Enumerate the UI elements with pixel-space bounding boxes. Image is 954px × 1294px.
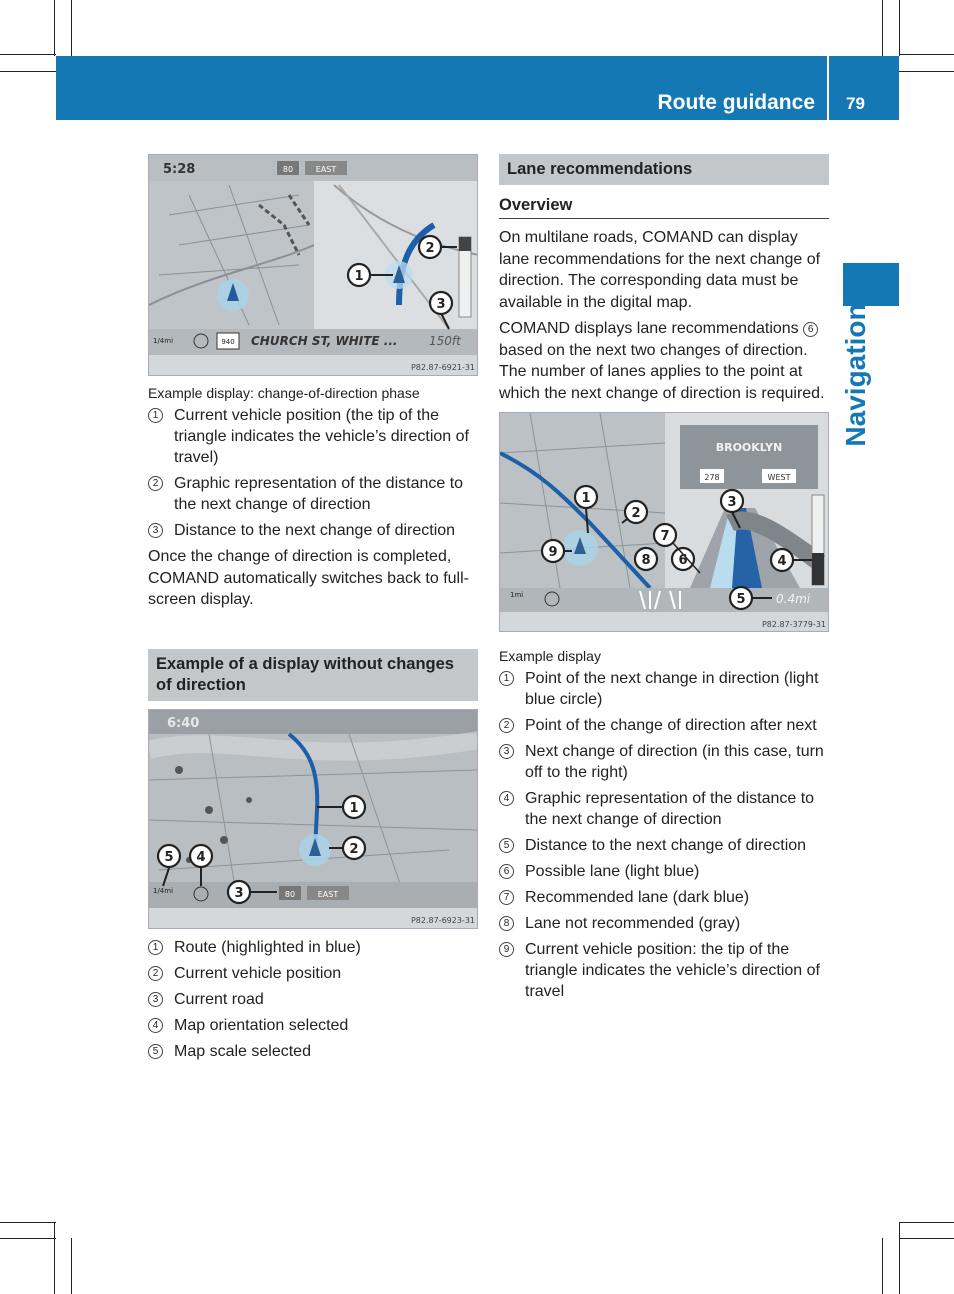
screen-time: 6:40 (167, 715, 200, 731)
road-shield: 940 (221, 338, 235, 346)
section-title: Route guidance (657, 91, 815, 114)
figure-ref: P82.87-3779-31 (761, 620, 826, 629)
sign-destination: BROOKLYN (715, 441, 783, 454)
crop-mark (899, 71, 954, 72)
svg-text:2: 2 (349, 841, 359, 857)
map-illustration (500, 413, 829, 632)
crop-mark (882, 1238, 883, 1294)
figure-caption: Example display (499, 648, 601, 664)
list-item: 2 Current vehicle position (148, 963, 478, 984)
list-item: 4 Graphic representation of the distance to the next change of direction (499, 788, 829, 830)
figure-lane-recommendations (499, 412, 829, 632)
list-item: 3 Current road (148, 989, 478, 1010)
crop-mark (0, 1238, 56, 1239)
crop-mark (54, 1222, 55, 1294)
list-item: 9 Current vehicle position: the tip of the triangle indicates the vehicle’s direction of travel (499, 939, 829, 1002)
svg-text:6: 6 (678, 553, 688, 568)
header-divider (827, 56, 829, 120)
map-scale: 1mi (510, 591, 524, 599)
crop-mark (899, 54, 954, 55)
chapter-label-text: Navigation (840, 303, 871, 447)
svg-text:4: 4 (777, 554, 787, 569)
svg-text:1: 1 (354, 269, 364, 284)
body-paragraph: Once the change of direction is completed, COMAND automatically switches back to full-screen display. (148, 548, 469, 608)
left-column (148, 154, 478, 1067)
map-illustration (149, 710, 478, 929)
section-heading: Lane recommendations (499, 154, 829, 185)
list-item: 1 Point of the next change in direction (light blue circle) (499, 668, 829, 710)
route-sign: 278 (704, 473, 720, 482)
sub-heading: Overview (499, 185, 829, 219)
map-scale: 1/4mi (153, 337, 174, 345)
crop-mark (54, 0, 55, 56)
distance-value: 0.4mi (776, 592, 811, 606)
page-number: 79 (846, 94, 865, 113)
crop-mark (899, 1222, 900, 1294)
figure-change-of-direction (148, 154, 478, 376)
distance-value: 150ft (429, 334, 461, 348)
svg-text:2: 2 (631, 506, 641, 521)
svg-text:3: 3 (436, 297, 446, 312)
crop-mark (0, 54, 56, 55)
svg-text:5: 5 (164, 849, 174, 865)
svg-text:3: 3 (234, 885, 244, 901)
svg-text:3: 3 (727, 495, 737, 510)
route-sign: 80 (282, 165, 294, 174)
figure-ref: P82.87-6921-31 (410, 363, 475, 372)
figure-no-direction-change (148, 709, 478, 929)
svg-text:2: 2 (425, 241, 435, 256)
body-paragraph: On multilane roads, COMAND can display lane recommendations for the next change of direction. The corresponding data must be available in the digital map. (499, 229, 821, 311)
list-item: 4 Map orientation selected (148, 1015, 478, 1036)
inline-callout: 6 (803, 322, 818, 337)
list-item: 7 Recommended lane (dark blue) (499, 887, 829, 908)
direction-sign: EAST (315, 165, 337, 174)
svg-text:1: 1 (349, 800, 359, 816)
map-illustration (149, 155, 478, 376)
list-item: 6 Possible lane (light blue) (499, 861, 829, 882)
list-item: 2 Graphic representation of the distance to the next change of direction (148, 473, 478, 515)
crop-mark (71, 0, 72, 56)
chapter-tab (843, 263, 899, 306)
svg-text:8: 8 (641, 553, 651, 568)
legend-list (499, 668, 829, 1002)
list-item: 3 Distance to the next change of direction (148, 520, 478, 541)
legend-list (148, 937, 478, 1062)
map-scale: 1/4mi (153, 886, 174, 895)
direction-sign: WEST (767, 473, 791, 482)
crop-mark (0, 71, 56, 72)
chapter-label (820, 303, 892, 447)
svg-text:5: 5 (736, 592, 746, 607)
route-sign: 80 (284, 889, 296, 899)
screen-time: 5:28 (163, 162, 196, 177)
crop-mark (882, 0, 883, 56)
crop-mark (0, 1222, 56, 1223)
list-item: 1 Route (highlighted in blue) (148, 937, 478, 958)
list-item: 8 Lane not recommended (gray) (499, 913, 829, 934)
right-column (499, 154, 829, 1007)
legend-list (148, 405, 478, 541)
svg-text:4: 4 (196, 849, 206, 865)
crop-mark (899, 1238, 954, 1239)
crop-mark (899, 0, 900, 56)
body-paragraph: COMAND displays lane recommendations 6 based on the next two changes of direction. The number of lanes applies to the point at which the next change of direction is required. (499, 320, 825, 402)
section-heading: Example of a display without changes of direction (148, 649, 478, 701)
list-item: 3 Next change of direction (in this case, turn off to the right) (499, 741, 829, 783)
current-street: CHURCH ST, WHITE ... (251, 334, 398, 348)
svg-text:9: 9 (548, 545, 558, 560)
figure-ref: P82.87-6923-31 (410, 915, 475, 925)
direction-sign: EAST (317, 889, 339, 899)
svg-text:1: 1 (581, 491, 591, 506)
list-item: 5 Map scale selected (148, 1041, 478, 1062)
svg-text:7: 7 (660, 529, 670, 544)
crop-mark (899, 1222, 954, 1223)
list-item: 5 Distance to the next change of direction (499, 835, 829, 856)
page-header (56, 56, 899, 120)
list-item: 2 Point of the change of direction after next (499, 715, 829, 736)
figure-caption: Example display: change-of-direction phase (148, 385, 420, 401)
crop-mark (71, 1238, 72, 1294)
list-item: 1 Current vehicle position (the tip of the triangle indicates the vehicle’s direction of travel) (148, 405, 478, 468)
